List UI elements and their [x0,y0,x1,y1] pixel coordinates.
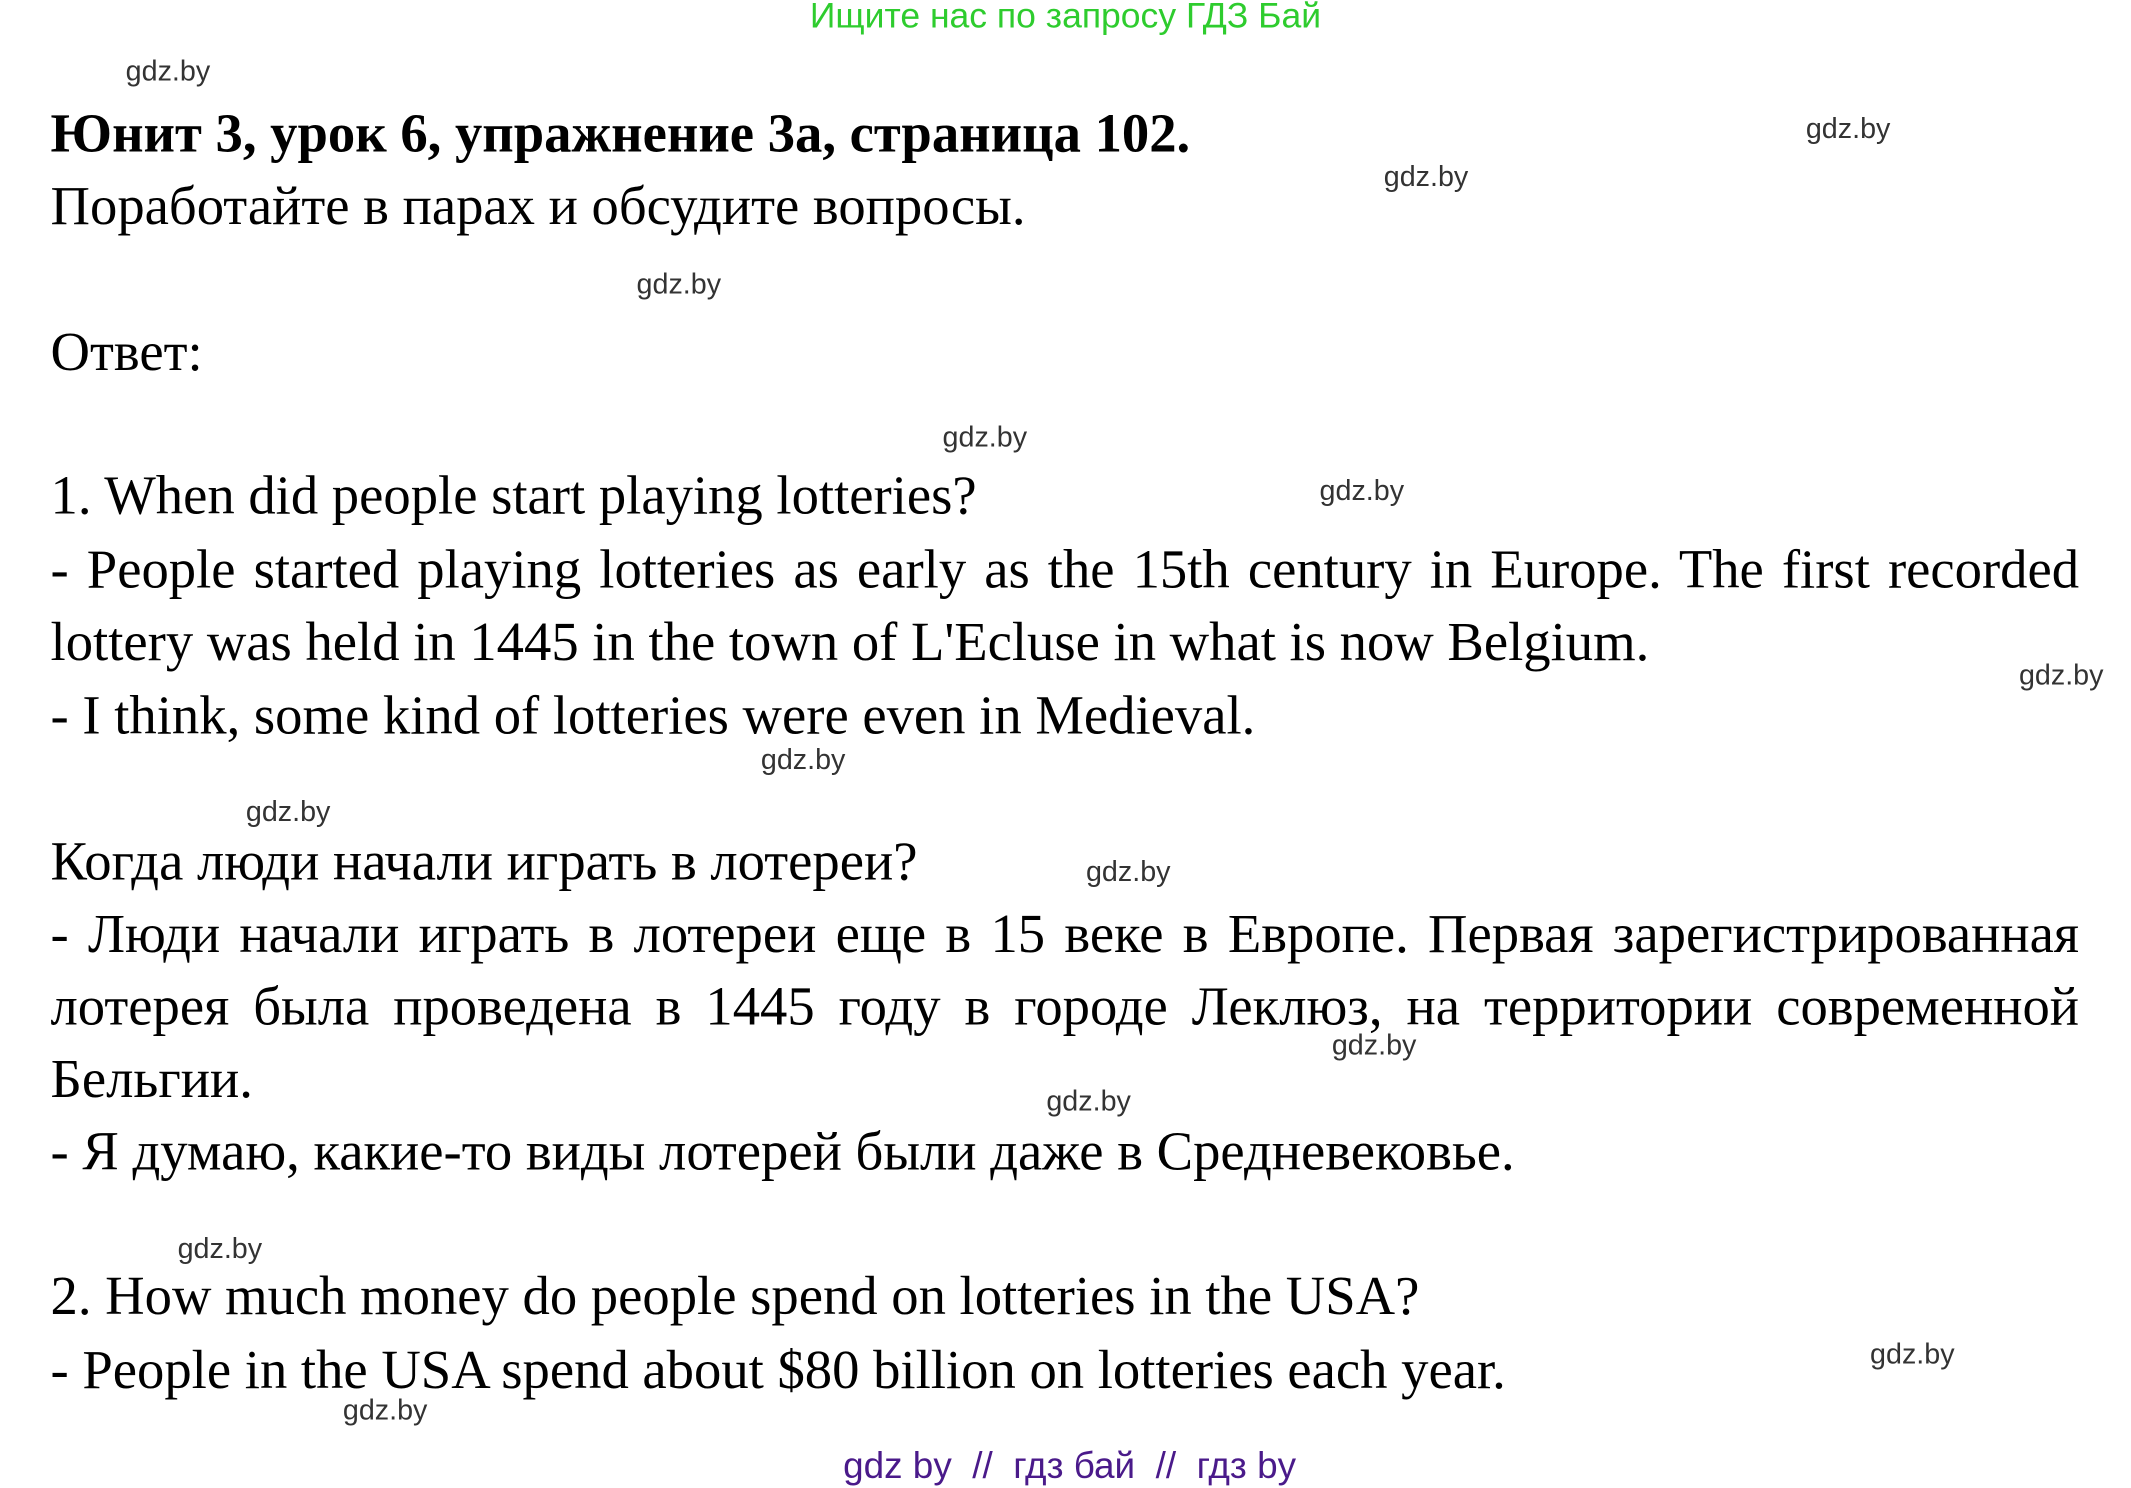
question-1-ru: Когда люди начали играть в лотереи? [50,830,918,892]
page-title: Юнит 3, урок 6, упражнение 3а, страница 102. [50,102,1191,164]
answer-1-paragraph: - People started playing lotteries as early as the 15th century in Europe. The first recorded lottery was held in 1445 in the town of L'Ecluse in what is now Belgium. [50,538,2080,673]
task-text: Поработайте в парах и обсудите вопросы. [50,174,1026,237]
watermark: gdz.by [760,744,846,776]
watermark: gdz.by [1331,1029,1417,1062]
watermark: gdz.by [942,422,1028,454]
question-2: 2. How much money do people spend on lotteries in the USA? [50,1264,1420,1327]
watermark: gdz.by [2018,659,2104,692]
question-1: 1. When did people start playing lotteries? [50,464,977,526]
watermark: gdz.by [1870,1338,1955,1371]
watermark: gdz.by [1383,161,1469,193]
footer-links: gdz by // гдз бай // гдз by [843,1445,1297,1487]
watermark: gdz.by [1805,113,1891,145]
answer-label: Ответ: [50,321,203,383]
answer-1-ru-paragraph: - Люди начали играть в лотереи еще в 15 веке в Европе. Первая зарегистрированная лотерея была проведена в 1445 году в городе Леклюз, на территории современной Бельгии. [50,902,2080,1110]
answer-1-opinion: - I think, some kind of lotteries were even in Medieval. [50,684,1256,746]
watermark: gdz.by [1085,856,1171,888]
watermark: gdz.by [1319,475,1405,507]
answer-1-ru-opinion: - Я думаю, какие-то виды лотерей были даже в Средневековье. [50,1120,1515,1182]
watermark: gdz.by [245,796,331,828]
watermark: gdz.by [125,56,211,88]
answer-2: - People in the USA spend about $80 billion on lotteries each year. [50,1338,1506,1401]
watermark: gdz.by [636,269,722,301]
search-banner: Ищите нас по запросу ГДЗ Бай [809,0,1322,36]
watermark: gdz.by [1046,1085,1131,1118]
watermark: gdz.by [177,1233,263,1265]
watermark: gdz.by [342,1394,428,1427]
